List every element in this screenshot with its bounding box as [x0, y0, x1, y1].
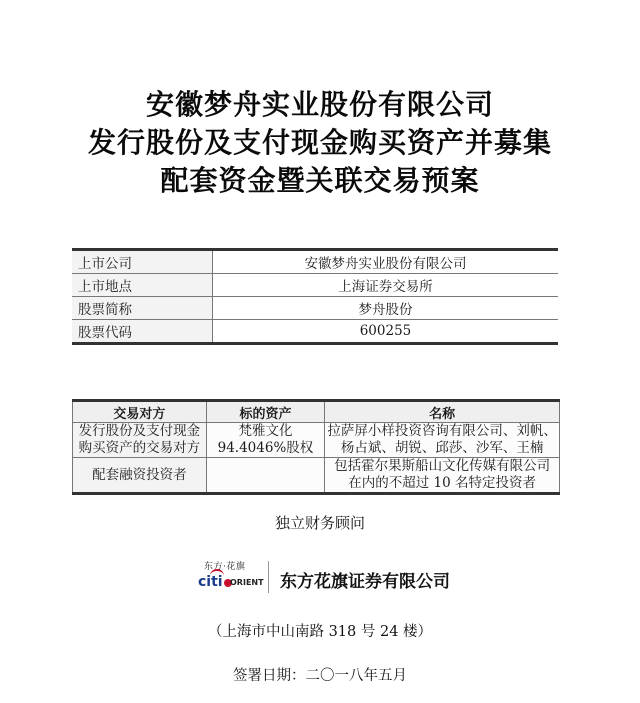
listing-venue-label: 上市地点: [72, 274, 213, 297]
row1-counterparty: [73, 423, 207, 458]
table-header-row: [73, 401, 560, 423]
logo-citi-text: citi: [198, 574, 223, 590]
row2-names-line2: 在内的不超过 10 名特定投资者: [348, 475, 536, 491]
row2-counterparty: 配套融资投资者: [73, 458, 207, 494]
stock-short-name-value: 梦舟股份: [213, 297, 559, 320]
table-row: [72, 297, 558, 320]
header-name: 名称: [325, 401, 560, 423]
listing-venue-value: 上海证券交易所: [213, 274, 559, 297]
citi-orient-logo: [198, 557, 266, 597]
table-row: [72, 250, 558, 274]
row1-asset-line1: 梵雅文化: [238, 423, 293, 439]
row1-names: [325, 423, 560, 458]
row1-asset: [206, 423, 324, 458]
header-target-asset: 标的资产: [206, 401, 324, 423]
title-line-3: 配套资金暨关联交易预案: [160, 164, 480, 197]
row2-names-line1: 包括霍尔果斯船山文化传媒有限公司: [334, 458, 551, 474]
logo-top-text: 东方·花旗: [204, 562, 246, 572]
stock-code-value: 600255: [213, 320, 559, 344]
advisor-logo-block: [198, 557, 528, 597]
counterparties-table: [72, 399, 560, 495]
row2-names: [325, 458, 560, 494]
row1-counterparty-line2: 购买资产的交易对方: [78, 440, 201, 456]
row2-asset: [206, 458, 324, 494]
listing-info-table: [72, 248, 558, 345]
advisor-firm-name: 东方花旗证券有限公司: [280, 572, 450, 592]
logo-divider: [268, 561, 269, 593]
listing-company-value: 安徽梦舟实业股份有限公司: [213, 250, 559, 274]
document-title: [0, 86, 640, 200]
table-row: [72, 320, 558, 344]
row1-counterparty-line1: 发行股份及支付现金: [78, 423, 201, 439]
row1-names-line2: 杨占斌、胡锐、邱莎、沙军、王楠: [340, 440, 544, 456]
financial-advisor-label: 独立财务顾问: [274, 514, 365, 532]
logo-orient-text: ORIENT: [230, 578, 264, 587]
table-row: [73, 423, 560, 458]
signing-date: 签署日期：二〇一八年五月: [233, 668, 407, 684]
table-row: [72, 274, 558, 297]
stock-short-name-label: 股票简称: [72, 297, 213, 320]
row1-names-line1: 拉萨屏小样投资咨询有限公司、刘帆、: [327, 423, 557, 439]
header-counterparty: 交易对方: [73, 401, 207, 423]
title-line-2: 发行股份及支付现金购买资产并募集: [87, 126, 552, 159]
stock-code-label: 股票代码: [72, 320, 213, 344]
table-row: [73, 458, 560, 494]
listing-company-label: 上市公司: [72, 250, 213, 274]
advisor-address: （上海市中山南路 318 号 24 楼）: [207, 624, 433, 640]
title-line-1: 安徽梦舟实业股份有限公司: [145, 88, 494, 121]
row1-asset-line2: 94.4046%股权: [217, 440, 314, 456]
